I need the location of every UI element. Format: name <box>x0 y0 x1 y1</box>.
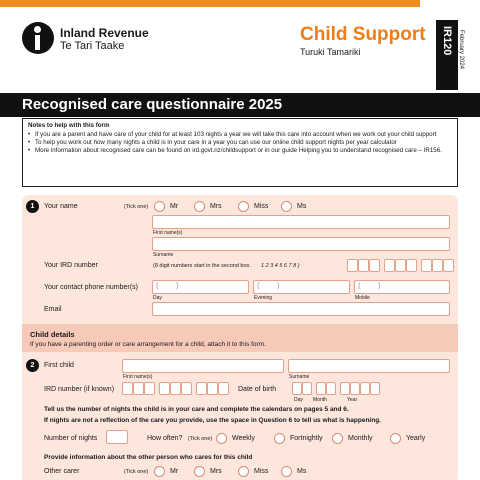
form-date: February 2024 <box>458 30 464 70</box>
ird-hint: (8 digit numbers start in the second box. <box>153 263 251 269</box>
child-ird-label: IRD number (if known) <box>44 386 115 393</box>
dob-label: Date of birth <box>238 386 277 393</box>
dob-digit-box[interactable] <box>340 382 350 395</box>
title-mrs-radio[interactable] <box>194 201 205 212</box>
phone-mobile-paren-close: ) <box>378 281 381 290</box>
form-title: Child Support <box>300 24 426 45</box>
child-surname-caption: Surname <box>289 374 310 380</box>
phone-evening-paren: ( <box>257 281 260 290</box>
other-carer-heading: Provide information about the other person who cares for this child <box>44 454 253 461</box>
child-ird-digit-box[interactable] <box>159 382 170 395</box>
note-item: • More information about recognised care can be found on ird.govt.nz/childsupport or in our guide Helping you to understand recognised care – IR156. <box>28 147 452 155</box>
tick-one-hint: (Tick one) <box>124 204 149 210</box>
notes-heading: Notes to help with this form <box>28 122 110 129</box>
phone-evening-input[interactable] <box>253 280 350 294</box>
other-carer-tick-one-hint: (Tick one) <box>124 469 149 475</box>
frequency-monthly-radio[interactable] <box>332 433 343 444</box>
org-name: Inland Revenue <box>60 26 149 40</box>
ird-digit-box[interactable] <box>358 259 369 272</box>
other-carer-miss-radio[interactable] <box>238 466 249 477</box>
title-ms-radio[interactable] <box>281 201 292 212</box>
phone-label: Your contact phone number(s) <box>44 284 138 291</box>
frequency-yearly-radio[interactable] <box>390 433 401 444</box>
note-item: • If you are a parent and have care of your child for at least 103 nights a year we will take this care into account when we work out your child support <box>28 131 452 139</box>
title-mr-radio[interactable] <box>154 201 165 212</box>
title-mrs-label: Mrs <box>210 203 222 210</box>
child-first-names-caption: First name(s) <box>123 374 153 380</box>
child-details-text: If you have a parenting order or care arrangement for a child, attach it to this form. <box>30 341 266 348</box>
other-carer-ms-radio[interactable] <box>281 466 292 477</box>
phone-day-paren: ( <box>156 281 159 290</box>
child-surname-input[interactable] <box>288 359 450 373</box>
child-ird-digit-box[interactable] <box>122 382 133 395</box>
frequency-fortnightly-radio[interactable] <box>274 433 285 444</box>
instruction-1: Tell us the number of nights the child is in your care and complete the calendars on pages 5 and 6. <box>44 406 349 413</box>
ird-digit-box[interactable] <box>384 259 395 272</box>
dob-digit-box[interactable] <box>316 382 326 395</box>
notes-box <box>22 118 458 187</box>
instruction-2: If nights are not a reflection of the care you provide, use the space in Question 6 to tell us what is happening. <box>44 417 381 424</box>
ird-number-label: Your IRD number <box>44 262 98 269</box>
other-carer-mrs-label: Mrs <box>210 468 222 475</box>
phone-mobile-paren: ( <box>358 281 361 290</box>
phone-mobile-caption: Mobile <box>355 295 370 301</box>
nights-input[interactable] <box>106 430 128 444</box>
dob-month-caption: Month <box>313 397 327 403</box>
child-ird-digit-box[interactable] <box>144 382 155 395</box>
other-carer-ms-label: Ms <box>297 468 307 475</box>
other-carer-mr-label: Mr <box>170 468 179 475</box>
email-label: Email <box>44 306 62 313</box>
inland-revenue-logo-icon <box>22 22 54 54</box>
dob-digit-box[interactable] <box>292 382 302 395</box>
ird-example: 1 2 3 4 5 6 7 8 ) <box>261 263 300 269</box>
surname-caption: Surname <box>153 252 174 258</box>
child-details-heading: Child details <box>30 330 75 339</box>
phone-day-caption: Day <box>153 295 162 301</box>
ird-digit-box[interactable] <box>406 259 417 272</box>
form-title-maori: Turuki Tamariki <box>300 47 361 57</box>
dob-year-caption: Year <box>347 397 358 403</box>
top-accent-bar <box>0 0 420 7</box>
ird-digit-box[interactable] <box>369 259 380 272</box>
first-child-label: First child <box>44 362 74 369</box>
child-ird-digit-box[interactable] <box>196 382 207 395</box>
dob-digit-box[interactable] <box>350 382 360 395</box>
first-names-input[interactable] <box>152 215 450 229</box>
question-2-number: 2 <box>26 359 39 372</box>
phone-evening-caption: Evening <box>254 295 273 301</box>
child-ird-digit-box[interactable] <box>170 382 181 395</box>
frequency-weekly-label: Weekly <box>232 435 255 442</box>
frequency-monthly-label: Monthly <box>348 435 373 442</box>
phone-evening-paren-close: ) <box>277 281 280 290</box>
other-carer-miss-label: Miss <box>254 468 269 475</box>
your-name-label: Your name <box>44 203 78 210</box>
title-miss-label: Miss <box>254 203 269 210</box>
phone-day-input[interactable] <box>152 280 249 294</box>
other-carer-label: Other carer <box>44 468 80 475</box>
child-first-names-input[interactable] <box>122 359 284 373</box>
ird-digit-box[interactable] <box>421 259 432 272</box>
title-mr-label: Mr <box>170 203 179 210</box>
dob-day-caption: Day <box>294 397 303 403</box>
nights-label: Number of nights <box>44 435 98 442</box>
dob-digit-box[interactable] <box>370 382 380 395</box>
dob-digit-box[interactable] <box>326 382 336 395</box>
note-item: • To help you work out how many nights a child is in your care in a year you can use our online child support nights per year calculator <box>28 139 452 147</box>
form-code: IR120 <box>441 26 453 56</box>
page-title: Recognised care questionnaire 2025 <box>22 96 283 113</box>
surname-input[interactable] <box>152 237 450 251</box>
dob-digit-box[interactable] <box>360 382 370 395</box>
other-carer-mr-radio[interactable] <box>154 466 165 477</box>
org-logo <box>22 22 162 58</box>
phone-mobile-input[interactable] <box>354 280 450 294</box>
first-names-caption: First name(s) <box>153 230 183 236</box>
question-1-number: 1 <box>26 200 39 213</box>
child-ird-digit-box[interactable] <box>133 382 144 395</box>
ird-digit-box[interactable] <box>395 259 406 272</box>
dob-digit-box[interactable] <box>302 382 312 395</box>
frequency-tick-one-hint: (Tick one) <box>188 436 213 442</box>
frequency-fortnightly-label: Fortnightly <box>290 435 323 442</box>
org-name-maori: Te Tari Taake <box>60 40 125 52</box>
ird-digit-box[interactable] <box>432 259 443 272</box>
page-title-band <box>0 93 480 117</box>
form-title-block <box>300 24 430 57</box>
other-carer-mrs-radio[interactable] <box>194 466 205 477</box>
child-ird-digit-box[interactable] <box>181 382 192 395</box>
ird-digit-box[interactable] <box>347 259 358 272</box>
ird-digit-box[interactable] <box>443 259 454 272</box>
email-input[interactable] <box>152 302 450 316</box>
title-ms-label: Ms <box>297 203 307 210</box>
child-ird-digit-box[interactable] <box>218 382 229 395</box>
title-miss-radio[interactable] <box>238 201 249 212</box>
child-ird-digit-box[interactable] <box>207 382 218 395</box>
phone-day-paren-close: ) <box>176 281 179 290</box>
frequency-yearly-label: Yearly <box>406 435 426 442</box>
how-often-label: How often? <box>147 435 183 442</box>
frequency-weekly-radio[interactable] <box>216 433 227 444</box>
form-code-tab <box>436 20 458 90</box>
